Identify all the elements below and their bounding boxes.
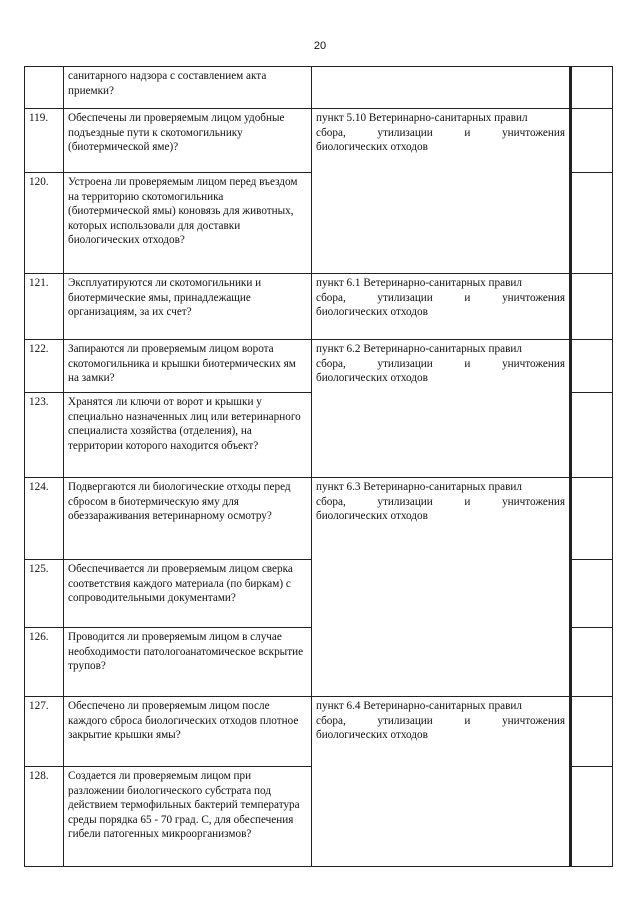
reference-word: сбора,: [316, 357, 346, 370]
reference-line: биологических отходов: [316, 141, 428, 154]
reference-line: биологических отходов: [316, 729, 428, 742]
table-row: [25, 274, 613, 340]
reference-word: утилизации: [377, 357, 433, 370]
row-number: 120.: [25, 173, 64, 274]
reference-cell: [312, 274, 570, 340]
table-row: [25, 67, 613, 109]
answer-na-cell[interactable]: [572, 478, 613, 560]
reference-word: уничтожения: [502, 126, 565, 139]
reference-line: пункт 6.4 Ветеринарно-санитарных правил: [316, 700, 522, 712]
row-number: 126.: [25, 628, 64, 697]
reference-cell: [312, 478, 570, 697]
reference-line: пункт 6.3 Ветеринарно-санитарных правил: [316, 481, 522, 493]
answer-na-cell[interactable]: [572, 109, 613, 173]
row-number: 127.: [25, 697, 64, 767]
question-text: Обеспечивается ли проверяемым лицом сверка соответствия каждого материала (по биркам) с сопроводительными документами?: [64, 560, 312, 628]
question-text: Устроена ли проверяемым лицом перед въездом на территорию скотомогильника (биотермической ямы) коновязь для животных, которых использовали для доставки биологических отходов?: [64, 173, 312, 274]
row-number: 128.: [25, 767, 64, 867]
question-text: Запираются ли проверяемым лицом ворота скотомогильника и крышки биотермических ям на замки?: [64, 340, 312, 393]
row-number: 123.: [25, 393, 64, 478]
reference-word: и: [464, 357, 471, 370]
reference-word: сбора,: [316, 126, 346, 139]
question-text: Эксплуатируются ли скотомогильники и биотермические ямы, принадлежащие организациям, за их счет?: [64, 274, 312, 340]
question-text: Хранятся ли ключи от ворот и крышки у специально назначенных лиц или ветеринарного специалиста хозяйства (отделения), на территории которого находится объект?: [64, 393, 312, 478]
reference-word: утилизации: [377, 291, 433, 304]
question-text: Обеспечены ли проверяемым лицом удобные подъездные пути к скотомогильнику (биотермической яме)?: [64, 109, 312, 173]
answer-na-cell[interactable]: [572, 340, 613, 393]
page-number: 20: [313, 40, 327, 52]
reference-line: пункт 6.1 Ветеринарно-санитарных правил: [316, 277, 522, 289]
answer-na-cell[interactable]: [572, 697, 613, 767]
question-text: санитарного надзора с составлением акта приемки?: [64, 67, 312, 109]
reference-cell: [312, 340, 570, 478]
row-number: 124.: [25, 478, 64, 560]
answer-na-cell[interactable]: [572, 173, 613, 274]
answer-na-cell[interactable]: [572, 393, 613, 478]
question-text: Подвергаются ли биологические отходы перед сбросом в биотермическую яму для обеззараживания ветеринарному осмотру?: [64, 478, 312, 560]
table-row: [25, 478, 613, 560]
reference-line: биологических отходов: [316, 510, 428, 523]
reference-cell: [312, 109, 570, 274]
reference-word: и: [464, 291, 471, 304]
reference-word: и: [464, 126, 471, 139]
checklist-table: [24, 66, 613, 867]
reference-word: уничтожения: [502, 714, 565, 727]
row-number: [25, 67, 64, 109]
reference-word: уничтожения: [502, 357, 565, 370]
reference-word: утилизации: [377, 714, 433, 727]
reference-line: биологических отходов: [316, 306, 428, 319]
row-number: 125.: [25, 560, 64, 628]
table-row: [25, 109, 613, 173]
answer-na-cell[interactable]: [572, 560, 613, 628]
answer-na-cell[interactable]: [572, 628, 613, 697]
question-text: Создается ли проверяемым лицом при разложении биологического субстрата под действием термофильных бактерий температура среды порядка 65 - 70 град. С, для обеспечения гибели патогенных микроорганизмов?: [64, 767, 312, 867]
reference-word: уничтожения: [502, 495, 565, 508]
row-number: 121.: [25, 274, 64, 340]
reference-word: уничтожения: [502, 291, 565, 304]
reference-line: пункт 5.10 Ветеринарно-санитарных правил: [316, 112, 528, 124]
table-row: [25, 340, 613, 393]
question-text: Проводится ли проверяемым лицом в случае необходимости патологоанатомическое вскрытие трупов?: [64, 628, 312, 697]
reference-cell: [312, 697, 570, 867]
answer-na-cell[interactable]: [572, 67, 613, 109]
reference-word: и: [464, 714, 471, 727]
row-number: 122.: [25, 340, 64, 393]
table-row: [25, 697, 613, 767]
reference-word: утилизации: [377, 126, 433, 139]
question-text: Обеспечено ли проверяемым лицом после каждого сброса биологических отходов плотное закрытие крышки ямы?: [64, 697, 312, 767]
answer-na-cell[interactable]: [572, 767, 613, 867]
reference-word: и: [464, 495, 471, 508]
reference-word: сбора,: [316, 495, 346, 508]
row-number: 119.: [25, 109, 64, 173]
answer-na-cell[interactable]: [572, 274, 613, 340]
reference-word: сбора,: [316, 291, 346, 304]
reference-line: биологических отходов: [316, 372, 428, 385]
reference-word: сбора,: [316, 714, 346, 727]
reference-cell: [312, 67, 570, 109]
reference-line: пункт 6.2 Ветеринарно-санитарных правил: [316, 343, 522, 355]
reference-word: утилизации: [377, 495, 433, 508]
